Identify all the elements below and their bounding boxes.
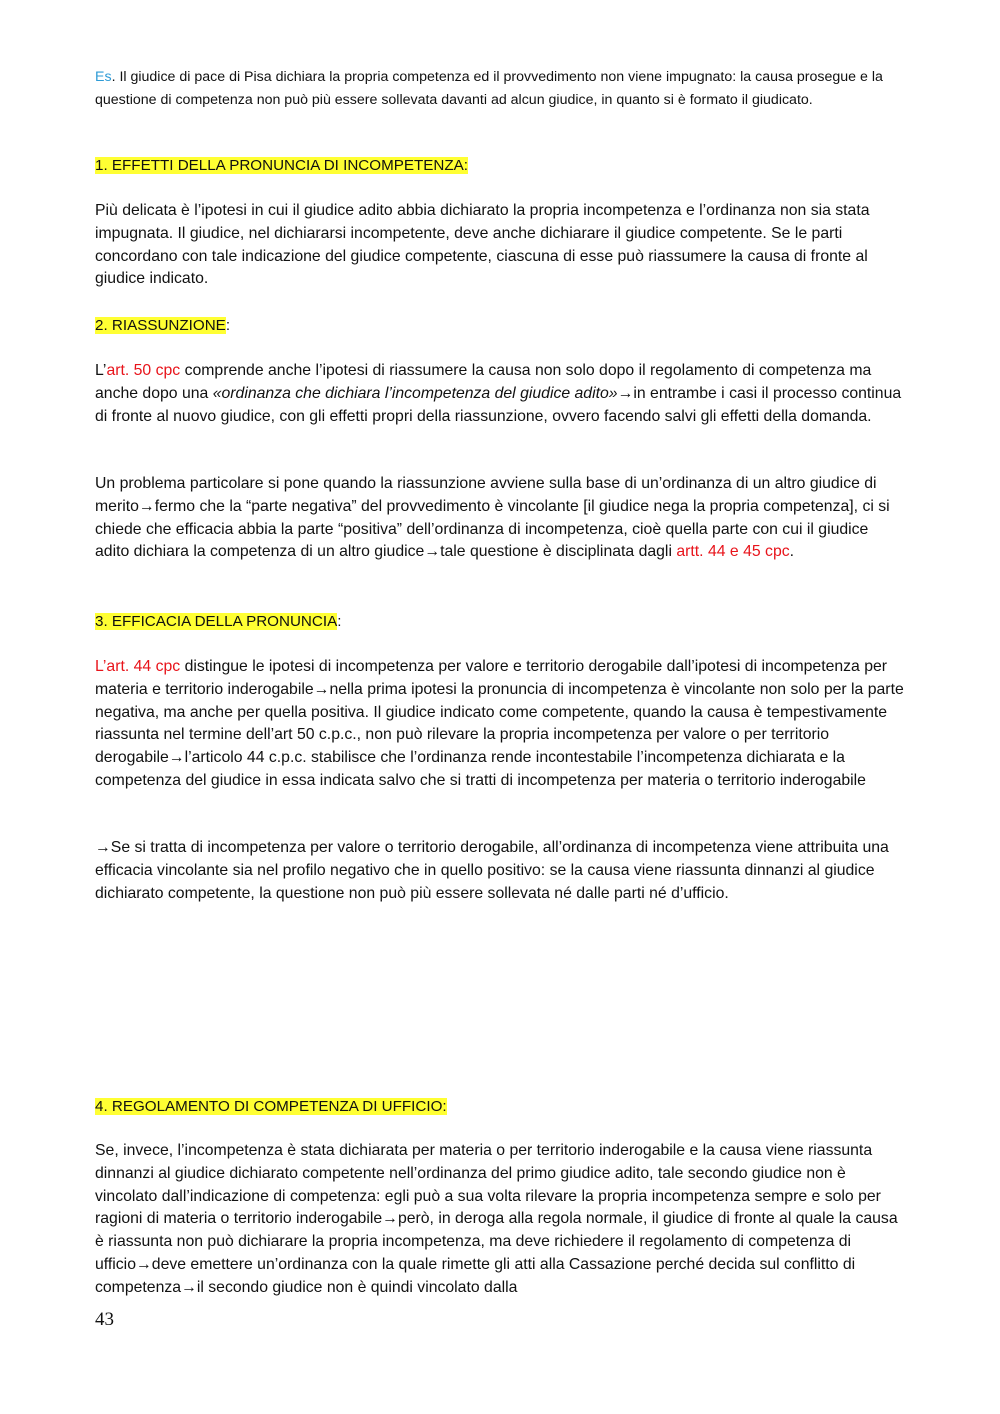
s2-p1-text-b: comprende anche l’ipotesi di riassumere la causa non solo dopo il regolamento di competenza ma anche dopo una (95, 362, 872, 402)
arrow-icon: → (135, 1255, 152, 1273)
s4-p1-text-b: però, in deroga alla regola normale, il giudice di fronte al quale la causa è riassunta non può dichiarare la propria incompetenza, ma deve richiedere il regolamento di competenza di ufficio (95, 1210, 898, 1273)
section-3-paragraph-1 (95, 656, 905, 793)
section-2-heading-text: 2. RIASSUNZIONE (95, 317, 226, 334)
s2-p2-text-a: Un problema particolare si pone quando la riassunzione avviene sulla base di un’ordinanza di un altro giudice di merito (95, 475, 877, 515)
articles-44-45-reference: artt. 44 e 45 cpc (676, 543, 790, 561)
document-page (95, 0, 905, 1414)
arrow-icon: → (138, 497, 155, 515)
arrow-icon: → (168, 749, 185, 767)
intro-text: . Il giudice di pace di Pisa dichiara la propria competenza ed il provvedimento non viene impugnato: la causa prosegue e la questione di competenza non può più essere sollevata davanti ad alcun giudice, in quanto si è formato il giudicato. (95, 69, 883, 108)
section-4-heading (95, 1095, 447, 1118)
example-label: Es (95, 69, 112, 85)
section-3-paragraph-2 (95, 837, 905, 905)
section-2-heading (95, 314, 230, 337)
s2-p1-text-c: in entrambe i casi il processo continua di fronte al nuovo giudice, con gli effetti propri della riassunzione, ovvero facendo salvi gli effetti della domanda. (95, 384, 902, 425)
s3-p1-text-c: l’articolo 44 c.p.c. stabilisce che l’ordinanza rende incontestabile l’incompetenza dichiarata e la competenza del giudice in essa indicata salvo che si tratti di incompetenza per materia o territorio inderogabile (95, 749, 866, 789)
article-50-reference: art. 50 cpc (106, 362, 181, 379)
article-44-reference: L’art. 44 cpc (95, 658, 181, 675)
s2-p1-text-a: L’ (95, 362, 107, 379)
s4-p1-text-c: deve emettere un’ordinanza con la quale rimette gli atti alla Cassazione perché decida sul conflitto di competenza (95, 1255, 856, 1296)
arrow-icon: → (95, 839, 111, 856)
arrow-icon: → (181, 1278, 197, 1296)
ordinance-quote: «ordinanza che dichiara l’incompetenza del giudice adito» (212, 384, 618, 402)
s3-p1-text-b: nella prima ipotesi la pronuncia di incompetenza è vincolante non solo per la parte negativa, ma anche per quella positiva. Il giudice indicato come competente, quando la causa è tempestivamente riassunta nel termine dell’art 50 c.p.c., non può rilevare la propria incompetenza per valore o per territorio derogabile (95, 680, 904, 767)
s2-p2-text-b: fermo che la “parte negativa” del provvedimento è vincolante [il giudice nega la propria competenza], ci si chiede che efficacia abbia la parte “positiva” dell’ordinanza di incompetenza, cioè quella parte con cui il giudice adito dichiara la competenza di un altro giudice (95, 497, 890, 561)
section-2-paragraph-2 (95, 473, 905, 564)
arrow-icon: → (382, 1210, 398, 1228)
section-1-paragraph: Più delicata è l’ipotesi in cui il giudice adito abbia dichiarato la propria incompetenza e l’ordinanza non sia stata impugnata. Il giudice, nel dichiararsi incompetente, deve anche dichiarare il giudice competente. Se le parti concordano con tale indicazione del giudice competente, ciascuna di esse può riassumere la causa di fronte al giudice indicato. (95, 202, 870, 288)
section-3-heading (95, 610, 341, 633)
section-1-heading (95, 154, 468, 177)
s3-p2-text-a: Se si tratta di incompetenza per valore o territorio derogabile, all’ordinanza di incompetenza viene attribuita una efficacia vincolante sia nel profilo negativo che in quello positivo: se la causa viene riassunta dinnanzi al giudice dichiarato competente, la questione non può più essere sollevata né dalle parti né d’ufficio. (95, 839, 889, 902)
s4-p1-text-a: Se, invece, l’incompetenza è stata dichiarata per materia o per territorio inderogabile e la causa viene riassunta dinnanzi al giudice dichiarato competente nell’ordinanza del primo giudice adito, tale secondo giudice non è vincolato dall’indicazione di competenza: egli può a sua volta rilevare la propria incompetenza sempre e solo per ragioni di materia o territorio inderogabile (95, 1142, 881, 1228)
s2-p2-text-c: tale questione è disciplinata dagli (440, 543, 677, 561)
section-3-heading-text: 3. EFFICACIA DELLA PRONUNCIA (95, 613, 338, 630)
section-2-heading-colon: : (225, 317, 231, 334)
s2-p2-text-d: . (789, 543, 795, 561)
section-1-heading-text: 1. EFFETTI DELLA PRONUNCIA DI INCOMPETENZA: (95, 157, 468, 174)
section-2-paragraph-1 (95, 360, 905, 428)
section-4-paragraph-1 (95, 1140, 905, 1300)
section-3-heading-colon: : (337, 613, 342, 630)
arrow-icon: → (424, 543, 441, 561)
arrow-icon: → (617, 384, 634, 402)
s3-p1-text-a: distingue le ipotesi di incompetenza per valore e territorio derogabile dall’ipotesi di incompetenza per materia e territorio inderogabile (95, 658, 888, 698)
arrow-icon: → (313, 680, 330, 698)
section-4-heading-text: 4. REGOLAMENTO DI COMPETENZA DI UFFICIO: (95, 1098, 447, 1115)
intro-paragraph (95, 66, 905, 112)
page-number: 43 (95, 1309, 114, 1330)
s4-p1-text-d: il secondo giudice non è quindi vincolato dalla (196, 1278, 518, 1296)
